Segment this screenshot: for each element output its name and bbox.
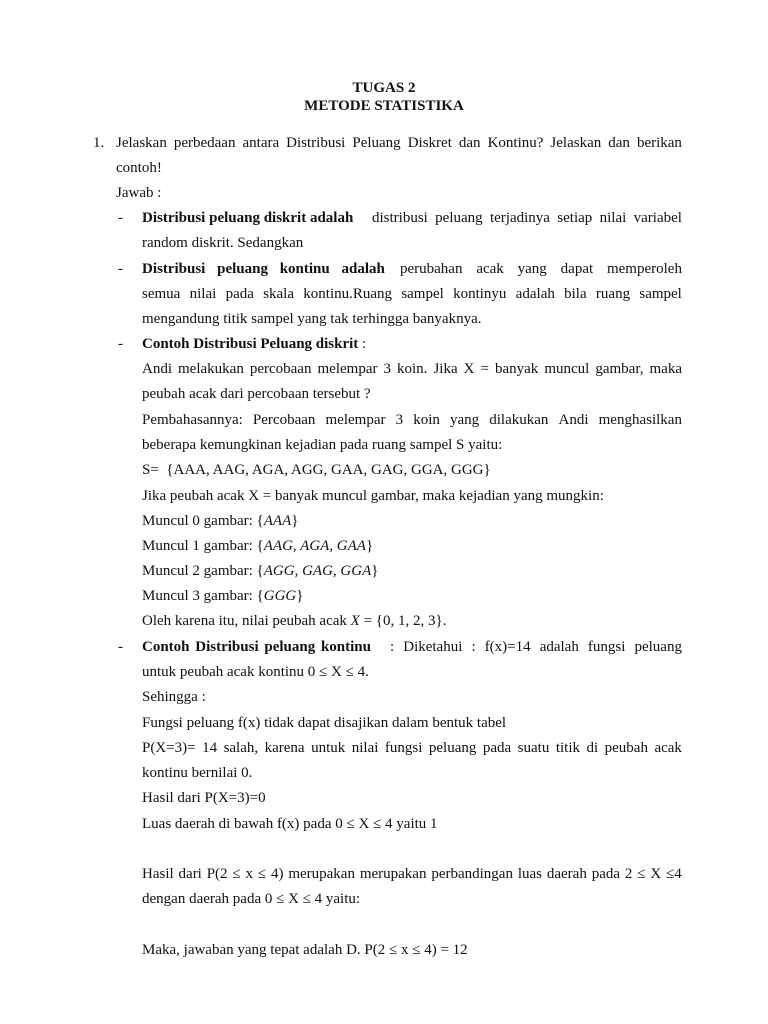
brace: } <box>371 563 379 579</box>
word: semua <box>142 286 181 302</box>
word: antara <box>242 135 280 151</box>
word: pada <box>482 740 512 756</box>
word: melakukan <box>178 361 244 377</box>
word: X <box>463 361 475 377</box>
word: percobaan <box>249 361 312 377</box>
continuous-line-4: Fungsi peluang f(x) tidak dapat disajikan dalam bentuk tabel <box>142 715 507 731</box>
example-line-4: beberapa kemungkinan kejadian pada ruang sampel S yaitu: <box>142 437 503 453</box>
example-line-2: peubah acak dari percobaan tersebut ? <box>142 386 371 402</box>
word: nilai <box>351 740 379 756</box>
word: fungsi <box>587 639 626 655</box>
outcome-0-value: AAA <box>263 513 292 529</box>
final-answer: Maka, jawaban yang tepat adalah D. P(2 ≤ x ≤ 4) = 12 <box>142 942 468 958</box>
word: peluang <box>634 639 682 655</box>
bullet-dash: - <box>118 210 123 226</box>
sample-space: S= {AAA, AAG, AGA, AGG, GAA, GAG, GGA, GGG} <box>142 462 491 478</box>
word: koin <box>413 412 440 428</box>
word: Andi <box>142 361 172 377</box>
word: daerah <box>546 866 587 882</box>
word: x <box>245 866 254 882</box>
word: peubah <box>604 740 648 756</box>
word: perubahan <box>400 261 463 277</box>
bullet-1-line-1 <box>142 209 682 227</box>
word: dapat <box>560 261 594 277</box>
word: dan <box>608 135 630 151</box>
word: melempar <box>317 361 378 377</box>
bullet-2-term: Distribusi peluang kontinu adalah <box>142 261 385 277</box>
outcome-2-value: AGG, GAG, GGA <box>263 563 372 579</box>
continuous-line-5 <box>142 739 682 757</box>
word: ≤ <box>637 866 646 882</box>
continuous-line-6: kontinu bernilai 0. <box>142 765 253 781</box>
word: merupakan <box>288 866 355 882</box>
word: perbandingan <box>431 866 513 882</box>
word: : <box>471 639 476 655</box>
word: banyak <box>494 361 539 377</box>
continuous-line-10: dengan daerah pada 0 ≤ X ≤ 4 yaitu: <box>142 891 361 907</box>
answer-label: Jawab : <box>116 185 162 201</box>
word: = <box>480 361 489 377</box>
bullet-1-words <box>372 209 682 227</box>
word: melempar <box>325 412 386 428</box>
bullet-1-term: Distribusi peluang diskrit adalah <box>142 210 354 226</box>
word: ≤ <box>257 866 267 882</box>
word: 2 <box>624 866 633 882</box>
word: dari <box>178 866 202 882</box>
word: peluang <box>435 210 483 226</box>
doc-subtitle: METODE STATISTIKA <box>304 98 464 114</box>
bullet-2-line-2 <box>142 285 682 303</box>
word: berikan <box>636 135 682 151</box>
continuous-line-3: Sehingga : <box>142 689 206 705</box>
word: memperoleh <box>606 261 682 277</box>
bullet-4-line-1 <box>142 638 682 656</box>
word: fungsi <box>384 740 423 756</box>
word: pada <box>225 286 254 302</box>
word: nilai <box>599 210 627 226</box>
outcome-3 <box>142 587 303 605</box>
outcome-2-label: Muncul 2 gambar: { <box>142 563 264 579</box>
outcome-1-value: AAG, AGA, GAA <box>263 538 366 554</box>
brace: } <box>365 538 374 554</box>
word: Jelaskan <box>550 135 602 151</box>
word: 14 <box>202 740 218 756</box>
word: luas <box>517 866 542 882</box>
outcome-2 <box>142 562 378 580</box>
word: sampel <box>401 286 444 302</box>
bullet-3-colon: : <box>358 336 367 352</box>
brace: } <box>296 588 304 604</box>
word: pada <box>591 866 621 882</box>
word: perbedaan <box>173 135 236 151</box>
word: Andi <box>558 412 589 428</box>
word: adalah <box>515 286 555 302</box>
word: acak <box>654 740 682 756</box>
word: kontinyu <box>453 286 507 302</box>
outcome-1 <box>142 537 373 555</box>
word: kontinu.Ruang <box>303 286 393 302</box>
doc-title: TUGAS 2 <box>352 80 416 96</box>
continuous-line-8: Luas daerah di bawah f(x) pada 0 ≤ X ≤ 4 yaitu 1 <box>142 816 438 832</box>
bullet-2-line-1 <box>142 260 682 278</box>
bullet-4-words <box>390 638 682 656</box>
word: Jika <box>433 361 458 377</box>
bullet-dash: - <box>118 336 123 352</box>
continuous-line-7: Hasil dari P(X=3)=0 <box>142 790 266 806</box>
word: distribusi <box>372 210 428 226</box>
word: peluang <box>428 740 477 756</box>
word: merupakan <box>359 866 427 882</box>
question-number: 1. <box>93 135 105 151</box>
word: Diketahui <box>403 639 463 655</box>
brace: } <box>291 513 299 529</box>
word: ≤4 <box>666 866 682 882</box>
word: yang <box>517 261 547 277</box>
bullet-4-term: Contoh Distribusi peluang kontinu <box>142 639 371 655</box>
word: acak <box>476 261 504 277</box>
word: yang <box>449 412 480 428</box>
word: nilai <box>189 286 217 302</box>
example-line-1 <box>142 360 682 378</box>
bullet-dash: - <box>118 639 123 655</box>
word: Pembahasannya: <box>142 412 243 428</box>
word: gambar, <box>595 361 644 377</box>
outcome-1-label: Muncul 1 gambar: { <box>142 538 264 554</box>
word: koin. <box>397 361 428 377</box>
word: karena <box>264 740 305 756</box>
word: titik <box>555 740 580 756</box>
word: 3 <box>383 361 391 377</box>
bullet-dash: - <box>118 261 123 277</box>
word: menghasilkan <box>598 412 682 428</box>
word: dan <box>458 135 481 151</box>
word: bila <box>564 286 587 302</box>
word: ruang <box>595 286 631 302</box>
word: salah, <box>223 740 259 756</box>
word: adalah <box>539 639 579 655</box>
word: skala <box>263 286 294 302</box>
word: f(x)=14 <box>484 639 531 655</box>
word: 4) <box>270 866 284 882</box>
continuous-line-9 <box>142 865 682 883</box>
word: Peluang <box>352 135 401 151</box>
outcome-0 <box>142 512 298 530</box>
word: Jelaskan <box>116 135 167 151</box>
conclusion-text: Oleh karena itu, nilai peubah acak <box>142 613 351 629</box>
word: 3 <box>395 412 404 428</box>
word: dilakukan <box>489 412 549 428</box>
variable-x: X <box>350 613 360 629</box>
word: ≤ <box>232 866 241 882</box>
outcome-3-label: Muncul 3 gambar: { <box>142 588 264 604</box>
word: sampel <box>639 286 682 302</box>
word: muncul <box>544 361 590 377</box>
conclusion-set: = {0, 1, 2, 3}. <box>359 613 447 629</box>
word: Hasil <box>142 866 174 882</box>
bullet-2-words <box>400 260 682 278</box>
word: X <box>650 866 662 882</box>
bullet-3-heading <box>142 335 366 353</box>
question-line-2: contoh! <box>116 160 162 176</box>
word: Distribusi <box>286 135 346 151</box>
word: untuk <box>311 740 346 756</box>
word: di <box>586 740 599 756</box>
word: variabel <box>633 210 682 226</box>
word: Diskret <box>407 135 452 151</box>
question-line-1 <box>116 134 682 152</box>
conclusion-line <box>142 612 446 630</box>
word: : <box>390 639 395 655</box>
outcome-0-label: Muncul 0 gambar: { <box>142 513 264 529</box>
word: Kontinu? <box>487 135 544 151</box>
word: P(2 <box>206 866 228 882</box>
word: maka <box>649 361 682 377</box>
bullet-1-line-2: random diskrit. Sedangkan <box>142 235 304 251</box>
bullet-3-term: Contoh Distribusi Peluang diskrit <box>142 336 359 352</box>
outcome-3-value: GGG <box>263 588 297 604</box>
example-line-3 <box>142 411 682 429</box>
word: suatu <box>517 740 550 756</box>
word: terjadinya <box>489 210 550 226</box>
word: P(X=3)= <box>142 740 196 756</box>
word: setiap <box>557 210 593 226</box>
word: Percobaan <box>252 412 316 428</box>
example-line-6: Jika peubah acak X = banyak muncul gambar, maka kejadian yang mungkin: <box>142 488 604 504</box>
continuous-line-2: untuk peubah acak kontinu 0 ≤ X ≤ 4. <box>142 664 369 680</box>
bullet-2-line-3: mengandung titik sampel yang tak terhingga banyaknya. <box>142 311 482 327</box>
